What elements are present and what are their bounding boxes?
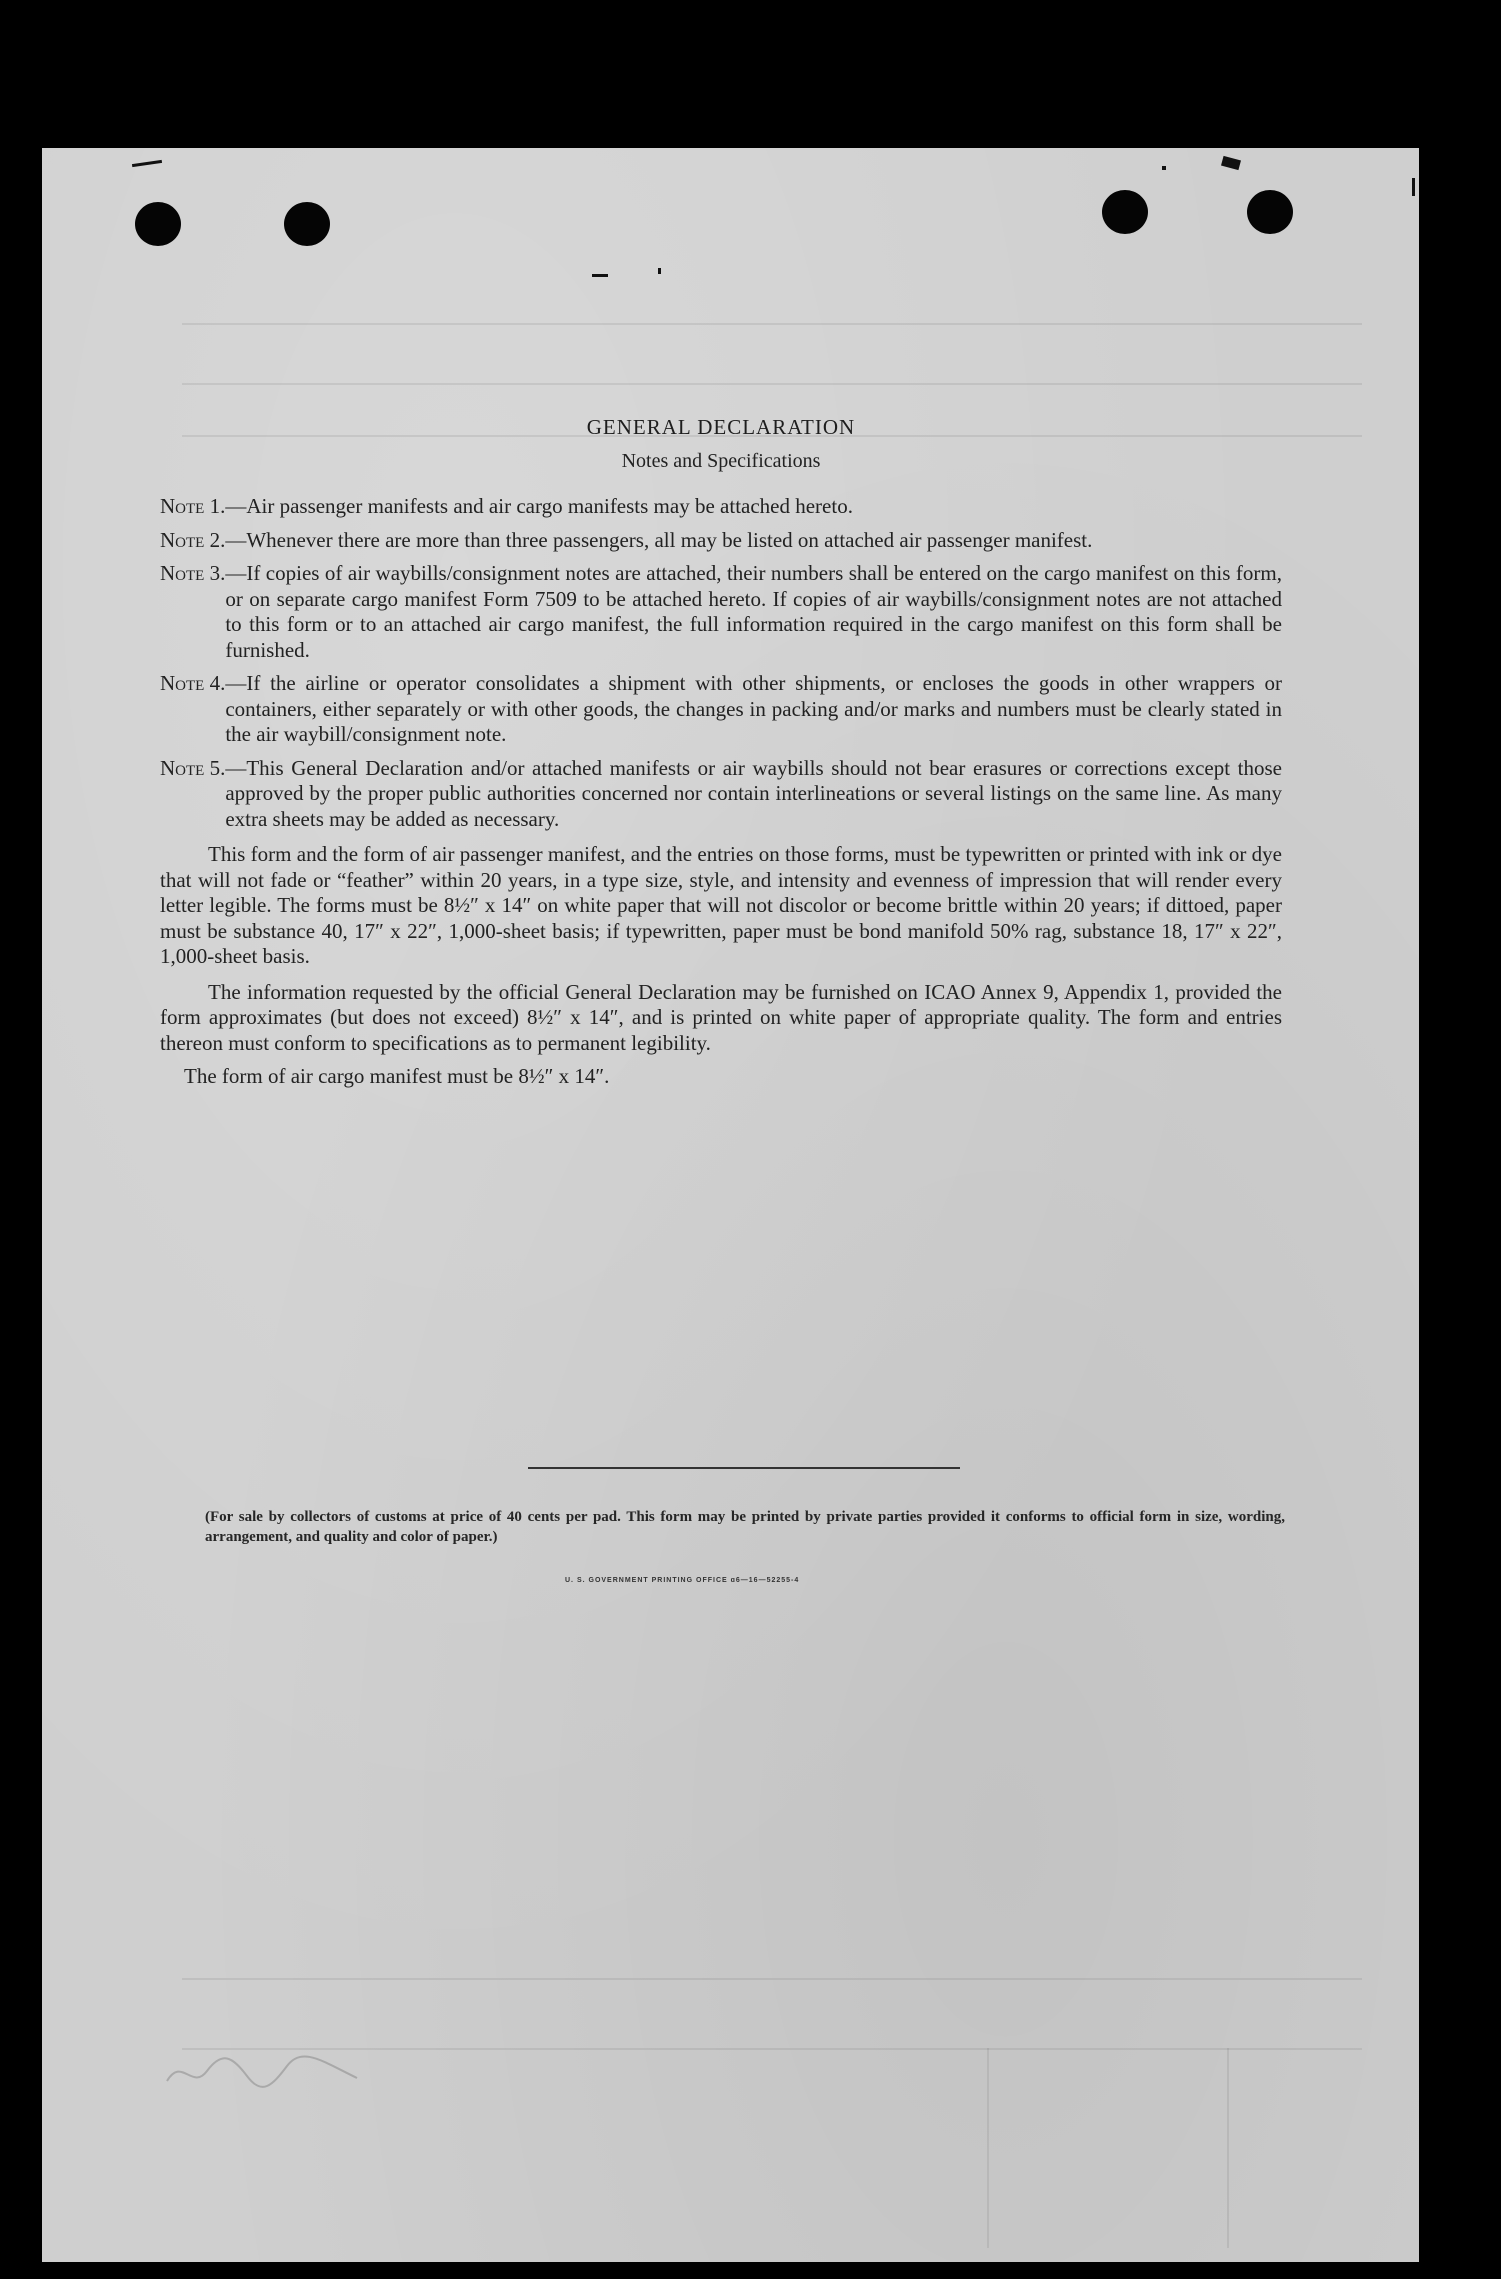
bleed-through-line	[987, 2048, 989, 2248]
scan-mark	[1162, 166, 1166, 170]
note-label: Note 4.	[160, 671, 226, 695]
scan-mark	[1221, 156, 1241, 170]
scan-mark	[658, 268, 661, 274]
signature-bleed-through	[162, 2036, 362, 2096]
note-2	[160, 528, 1282, 554]
note-label: Note 5.	[160, 755, 226, 780]
page-subtitle: Notes and Specifications	[621, 449, 821, 472]
bleed-through-line	[182, 383, 1362, 385]
note-text: —Whenever there are more than three passengers, all may be listed on attached air passenger manifest.	[225, 527, 1093, 552]
punch-hole-left-2	[284, 202, 330, 246]
note-4	[160, 671, 1282, 748]
scan-mark	[592, 274, 608, 277]
note-text: —If the airline or operator consolidates a shipment with other shipments, or encloses the goods in other wrappers or containers, either separately or with other goods, the changes in packing and/or marks and numbers must be clearly stated in the air waybill/consignment note.	[225, 671, 1282, 746]
bleed-through-line	[1227, 2048, 1229, 2248]
note-5	[160, 756, 1282, 833]
scan-mark	[1412, 178, 1415, 196]
note-1	[160, 494, 1282, 520]
punch-hole-right-1	[1102, 190, 1148, 234]
paper-requirements-paragraph: This form and the form of air passenger manifest, and the entries on those forms, must be typewritten or printed with ink or dye that will not fade or “feather” within 20 years, in a type size, style, and intensity and evenness of impression that will render every letter legible. The forms must be 8½″ x 14″ on white paper that will not discolor or become brittle within 20 years; if dittoed, paper must be substance 40, 17″ x 22″, 1,000-sheet basis; if typewritten, paper must be bond manifold 50% rag, substance 18, 17″ x 22″, 1,000-sheet basis.	[160, 842, 1282, 968]
note-text: —This General Declaration and/or attached manifests or air waybills should not bear erasures or corrections except those approved by the proper public authorities concerned nor contain interlineations or several listings on the same line. As many extra sheets may be added as necessary.	[225, 755, 1282, 831]
note-label: Note 3.	[160, 561, 226, 585]
note-label: Note 1.	[160, 494, 226, 518]
divider-rule	[528, 1467, 960, 1469]
scan-mark	[132, 160, 162, 167]
note-text: —If copies of air waybills/consignment notes are attached, their numbers shall be entered on the cargo manifest on this form, or on separate cargo manifest Form 7509 to be attached hereto. If copies of air waybills/consignment notes are not attached to this form or to an attached air cargo manifest, the full information required in the cargo manifest on this form shall be furnished.	[225, 561, 1282, 662]
cargo-manifest-size-line: The form of air cargo manifest must be 8½″ x 14″.	[184, 1064, 610, 1088]
punch-hole-left-1	[135, 202, 181, 246]
note-label: Note 2.	[160, 527, 226, 552]
printer-imprint: U. S. GOVERNMENT PRINTING OFFICE ɑ6—16—52255-4	[565, 1577, 800, 1584]
bleed-through-line	[182, 1978, 1362, 1980]
page-title: GENERAL DECLARATION	[586, 415, 856, 439]
notes-content	[160, 415, 1282, 1090]
punch-hole-right-2	[1247, 190, 1293, 234]
note-text: —Air passenger manifests and air cargo manifests may be attached hereto.	[225, 494, 853, 518]
sale-notice: (For sale by collectors of customs at price of 40 cents per pad. This form may be printed by private parties provided it conforms to official form in size, wording, arrangement, and quality and color of paper.)	[205, 1509, 1285, 1545]
icao-paragraph: The information requested by the official General Declaration may be furnished on ICAO Annex 9, Appendix 1, provided the form approximates (but does not exceed) 8½″ x 14″, and is printed on white paper of appropriate quality. The form and entries thereon must conform to specifications as to permanent legibility.	[160, 979, 1282, 1055]
note-3	[160, 561, 1282, 663]
bleed-through-line	[182, 323, 1362, 325]
